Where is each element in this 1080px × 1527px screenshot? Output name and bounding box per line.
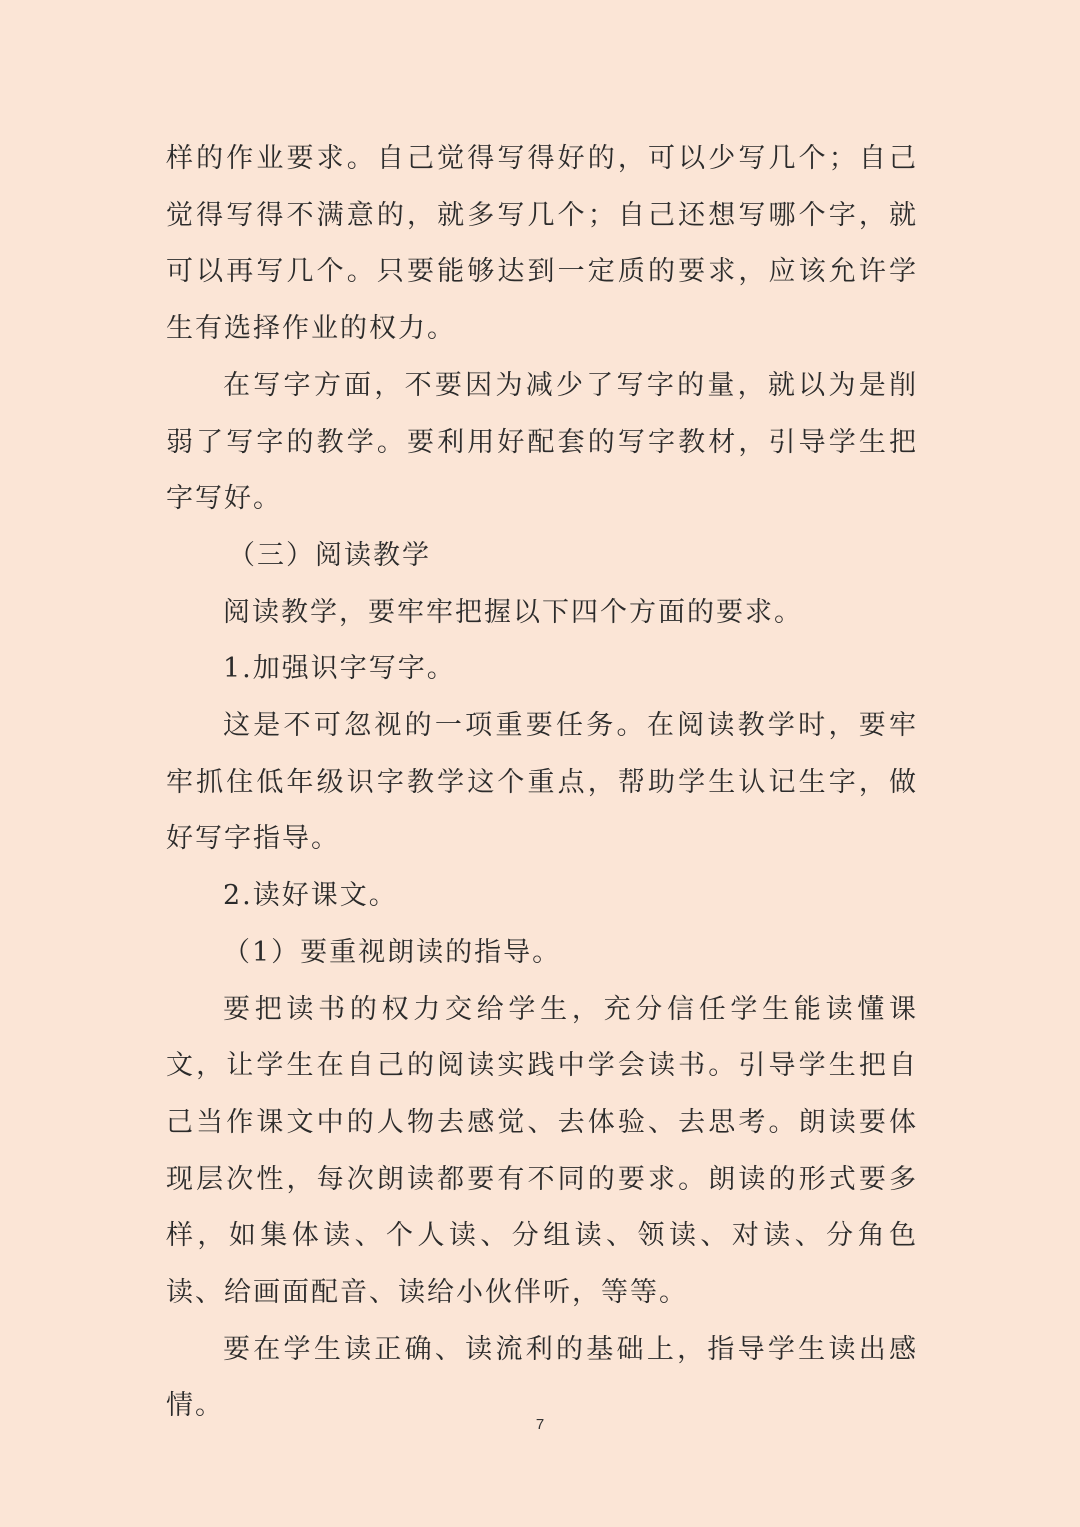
paragraph-homework-choice: 样的作业要求。自己觉得写得好的，可以少写几个；自己觉得写得不满意的，就多写几个；自己还想写哪个字，就可以再写几个。只要能够达到一定质的要求，应该允许学生有选择作业的权力。 — [166, 143, 918, 345]
paragraph-reading-requirements: 阅读教学，要牢牢把握以下四个方面的要求。 — [223, 596, 803, 628]
paragraph-reading-emotion: 要在学生读正确、读流利的基础上，指导学生读出感情。 — [166, 1333, 918, 1422]
section-heading-reading: （三）阅读教学 — [228, 539, 431, 571]
page-number: 7 — [535, 1416, 545, 1433]
subheading-literacy: 1.加强识字写字。 — [223, 653, 456, 685]
subheading-read-text: 2.读好课文。 — [223, 880, 398, 912]
paragraph-literacy: 这是不可忽视的一项重要任务。在阅读教学时，要牢牢抓住低年级识字教学这个重点，帮助学生认记生字，做好写字指导。 — [166, 710, 918, 855]
subheading-reading-aloud: （1）要重视朗读的指导。 — [223, 936, 562, 968]
body-text — [166, 131, 918, 1435]
paragraph-writing-teaching: 在写字方面，不要因为减少了写字的量，就以为是削弱了写字的教学。要利用好配套的写字教材，引导学生把字写好。 — [166, 369, 918, 515]
paragraph-reading-aloud: 要把读书的权力交给学生，充分信任学生能读懂课文，让学生在自己的阅读实践中学会读书。引导学生把自己当作课文中的人物去感觉、去体验、去思考。朗读要体现层次性，每次朗读都要有不同的要求。朗读的形式要多样，如集体读、个人读、分组读、领读、对读、分角色读、给画面配音、读给小伙伴听，等等。 — [166, 993, 918, 1309]
